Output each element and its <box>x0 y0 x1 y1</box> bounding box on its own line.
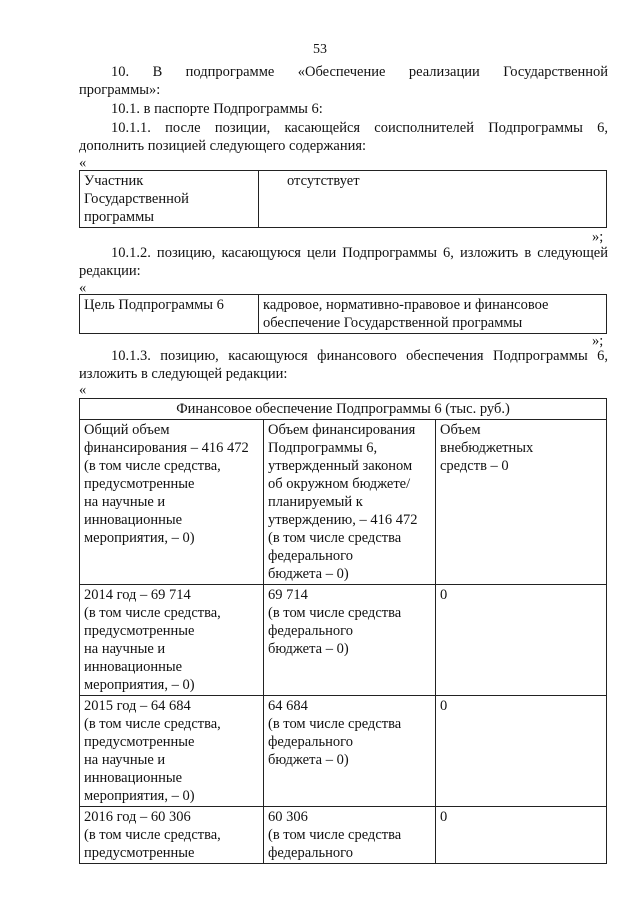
close-quote: »; <box>592 333 604 349</box>
table-cell: Участник Государственной программы <box>80 171 259 228</box>
table-row <box>80 171 607 228</box>
paragraph-10-1-3-line-1: 10.1.3. позицию, касающуюся финансового обеспечения Подпрограммы 6, <box>111 348 608 364</box>
table-row <box>80 807 607 864</box>
paragraph-10-1-1-line-2: дополнить позицией следующего содержания: <box>79 138 367 154</box>
table-cell: 2016 год – 60 306 (в том числе средства, предусмотренные <box>80 807 264 864</box>
table-cell: 64 684 (в том числе средства федерального бюджета – 0) <box>264 696 436 807</box>
table-cell: 2014 год – 69 714 (в том числе средства, предусмотренные на научные и инновационные мероприятия, – 0) <box>80 585 264 696</box>
open-quote: « <box>79 280 87 296</box>
table-cell: 69 714 (в том числе средства федерального бюджета – 0) <box>264 585 436 696</box>
goal-table <box>79 294 607 334</box>
paragraph-10-1-3-line-2: изложить в следующей редакции: <box>79 366 288 382</box>
paragraph-10-1-2-line-1: 10.1.2. позицию, касающуюся цели Подпрограммы 6, изложить в следующей <box>111 245 608 261</box>
table-header: Финансовое обеспечение Подпрограммы 6 (тыс. руб.) <box>80 399 607 420</box>
page-number: 53 <box>313 42 327 57</box>
table-cell: отсутствует <box>259 171 607 228</box>
financing-table <box>79 398 607 864</box>
paragraph-10-1-2-line-2: редакции: <box>79 263 141 279</box>
table-cell: 60 306 (в том числе средства федерального <box>264 807 436 864</box>
table-cell: Объем внебюджетных средств – 0 <box>436 420 607 585</box>
word: подпрограмме <box>185 64 275 80</box>
table-cell: кадровое, нормативно-правовое и финансовое обеспечение Государственной программы <box>259 295 607 334</box>
paragraph-10-line-1 <box>111 64 608 81</box>
word: 10. <box>111 64 130 80</box>
paragraph-10-1-1-line-1: 10.1.1. после позиции, касающейся соисполнителей Подпрограммы 6, <box>111 120 608 136</box>
paragraph-10-line-2: программы»: <box>79 82 161 98</box>
word: реализации <box>408 64 480 80</box>
open-quote: « <box>79 155 87 171</box>
word: «Обеспечение <box>297 64 386 80</box>
table-row <box>80 696 607 807</box>
paragraph-10-1: 10.1. в паспорте Подпрограммы 6: <box>111 101 323 117</box>
close-quote: »; <box>592 229 604 245</box>
table-row <box>80 585 607 696</box>
table-cell: 0 <box>436 585 607 696</box>
table-cell: Объем финансирования Подпрограммы 6, утвержденный законом об окружном бюджете/ планируемый к утверждению, – 416 472 (в том числе средства федерального бюджета – 0) <box>264 420 436 585</box>
open-quote: « <box>79 382 87 398</box>
table-row <box>80 420 607 585</box>
table-row <box>80 295 607 334</box>
table-cell: 0 <box>436 696 607 807</box>
table-cell: 2015 год – 64 684 (в том числе средства, предусмотренные на научные и инновационные мероприятия, – 0) <box>80 696 264 807</box>
participant-table <box>79 170 607 228</box>
table-cell: 0 <box>436 807 607 864</box>
table-cell: Общий объем финансирования – 416 472 (в том числе средства, предусмотренные на научные и инновационные мероприятия, – 0) <box>80 420 264 585</box>
word: В <box>152 64 163 80</box>
table-cell: Цель Подпрограммы 6 <box>80 295 259 334</box>
word: Государственной <box>503 64 609 80</box>
table-header-row <box>80 399 607 420</box>
